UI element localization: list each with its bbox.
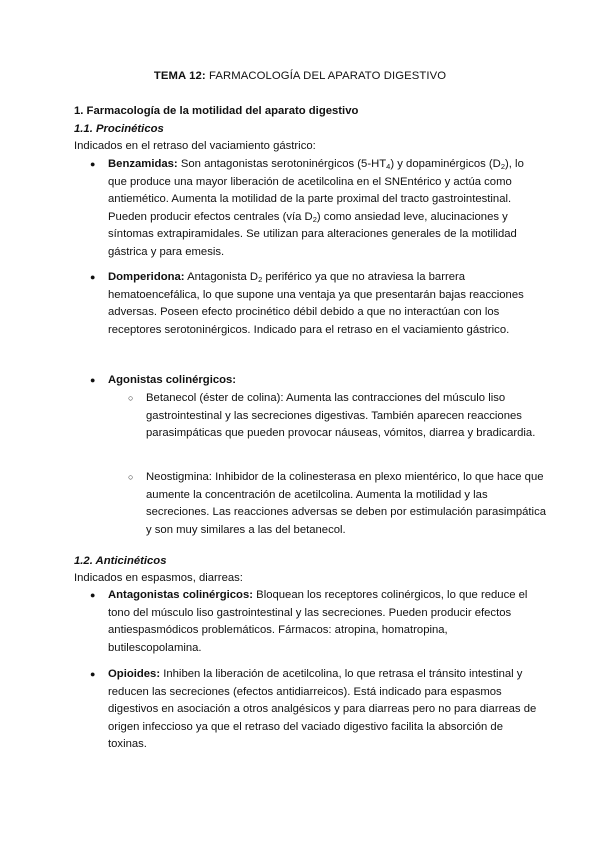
text-segment: Son antagonistas serotoninérgicos (5-HT [177,158,387,170]
page-title [0,68,600,86]
subsection-1-2-intro: Indicados en espasmos, diarreas: [74,572,243,584]
text-segment: Inhiben la liberación de acetilcolina, lo que retrasa el tránsito intestinal y reducen las secreciones (efectos antidiarreicos). Está indicado para espasmos digestivos en asociación a otros analgésicos y para diarreas pero no para diarreas de origen infeccioso ya que el retraso del vaciado digestivo facilita la absorción de toxinas. [108,668,537,750]
subsection-1-1-intro: Indicados en el retraso del vaciamiento gástrico: [74,140,316,152]
text-segment: ), lo que produce una mayor liberación de acetilcolina en el SNEntérico y actúa como antiemético. Aumenta la motilidad de la parte proximal del tracto gastrointestinal. Pueden producir efectos centrales (vía D [108,158,524,223]
text-segment: periférico ya que no atraviesa la barrera hematoencefálica, lo que supone una ventaja ya que presentarán bajas reacciones adversas. Poseen efecto procinético débil debido a que no interactúan con los receptores serotoninérgicos. Indicado para el retraso en el vaciamiento gástrico. [108,271,524,336]
term-agonistas: Agonistas colinérgicos: [108,374,237,386]
bullet-icon: ● [90,590,96,600]
bullet-icon: ● [90,159,96,169]
title-label: TEMA 12: [153,70,206,82]
text-segment: Antagonista D [184,271,259,283]
subscript: 2 [258,275,263,284]
bullet-icon: ● [90,669,96,679]
section-1-heading: 1. Farmacología de la motilidad del aparato digestivo [74,105,359,117]
text-segment: ) y dopaminérgicos (D [390,158,501,170]
subsection-1-1-heading: 1.1. Procinéticos [74,123,164,135]
title-text: FARMACOLOGÍA DEL APARATO DIGESTIVO [205,70,447,82]
subsection-1-2-heading: 1.2. Anticinéticos [74,555,167,567]
list-item-opioides [108,666,538,754]
term-antagonistas: Antagonistas colinérgicos: [108,589,254,601]
text-segment: Bloquean los receptores colinérgicos, lo que reduce el tono del músculo liso gastrointestinal y las secreciones. Pueden producir efectos antiespasmódicos problemáticos. Fármacos: atropina, homatropina, butilescopolamina. [108,589,528,654]
bullet-icon: ● [90,272,96,282]
list-item-antagonistas [108,587,538,657]
term-domperidona: Domperidona: [108,271,185,283]
subscript: 2 [312,214,317,224]
subscript: 2 [500,162,506,171]
list-item-agonistas [108,372,538,390]
list-item-domperidona [108,269,538,339]
sub-item-neostigmina: Neostigmina: Inhibidor de la colinesterasa en plexo mientérico, lo que hace que aumente la concentración de acetilcolina. Aumenta la motilidad y las secreciones. Las reacciones adversas se deben por estimulación parasimpática y son muy similares a las del betanecol. [146,471,546,536]
circle-bullet-icon: ○ [128,393,134,403]
term-opioides: Opioides: [108,668,161,680]
list-item-benzamidas [108,156,538,261]
circle-bullet-icon: ○ [128,472,134,482]
sub-item-betanecol: Betanecol (éster de colina): Aumenta las contracciones del músculo liso gastrointestinal y las secreciones digestivas. También aparecen reacciones parasimpáticas que pueden provocar náuseas, vómitos, diarrea y bradicardia. [146,392,536,439]
bullet-icon: ● [90,375,96,385]
text-segment: ) como ansiedad leve, alucinaciones y síntomas extrapiramidales. Se utilizan para alteraciones generales de la motilidad gástrica y para emesis. [108,210,517,258]
term-benzamidas: Benzamidas: [108,158,178,170]
subscript: 4 [386,162,391,171]
